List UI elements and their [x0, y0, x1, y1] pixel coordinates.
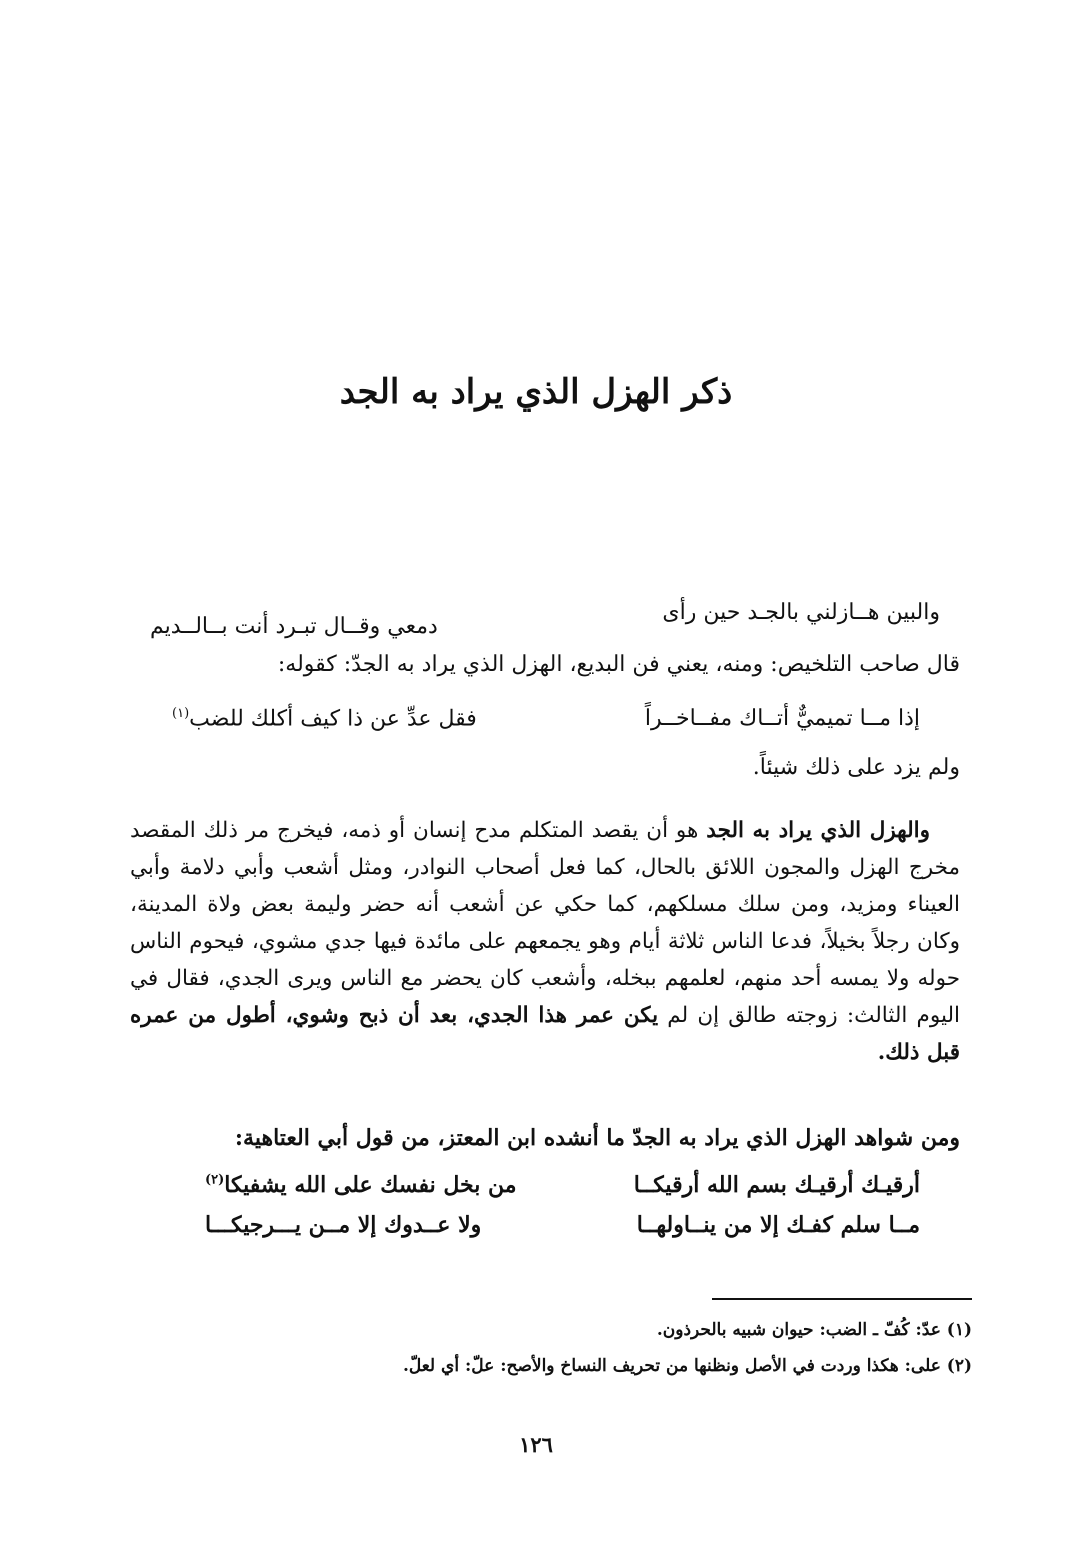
verse-2-first-hemistich: إذا مــا تميميٌّ أتــاك مفــاخــراً [644, 706, 920, 731]
after-verse-2: ولم يزد على ذلك شيئاً. [752, 755, 960, 780]
chapter-title: ذكر الهزل الذي يراد به الجد [339, 372, 733, 412]
shawahid-intro: ومن شواهد الهزل الذي يراد به الجدّ ما أنشده ابن المعتز، من قول أبي العتاهية: [234, 1125, 960, 1151]
verse-2-second-text: فقل عدِّ عن ذا كيف أكلك للضب [189, 706, 477, 732]
verse-1-second-hemistich: دمعي وقــال تبـرد أنت بــالــديم [150, 614, 438, 639]
verse-3-second-hemistich [205, 1172, 517, 1198]
paragraph-lead-bold: والهزل الذي يراد به الجد [706, 818, 930, 843]
verse-3-second-text: من بخل نفسك على الله يشفيكا [224, 1172, 517, 1198]
main-paragraph [130, 812, 960, 1071]
footnote-1: (١) عدّ: كُفّ ـ الضب: حيوان شبيه بالحرذون. [656, 1320, 972, 1340]
verse-1-first-hemistich: والبين هــازلني بالجـد حين رأى [662, 600, 940, 625]
verse-4-first-hemistich: مــا سلم كفـك إلا من ينــاولهــا [636, 1212, 920, 1238]
paragraph-body: هو أن يقصد المتكلم مدح إنسان أو ذمه، فيخرج مر ذلك المقصد مخرج الهزل والمجون اللائق بالحال، كما فعل أصحاب النوادر، ومثل أشعب وأبي دلامة وأبي العيناء ومزيد، ومن سلك مسلكهم، كما حكي عن أشعب أنه حضر وليمة بعض ولاة المدينة، وكان رجلاً بخيلاً، فدعا الناس ثلاثة أيام وهو يجمعهم على مائدة فيها جدي مشوي، فيحوم الناس حوله ولا يمسه أحد منهم، لعلمهم ببخله، وأشعب كان يحضر مع الناس ويرى الجدي، فقال في اليوم الثالث: زوجته طالق إن لم [130, 818, 960, 1028]
verse-2-second-hemistich [172, 706, 477, 731]
paragraph-last-line: يكن عمر هذا الجدي، بعد أن ذبح وشوي، أطول من عمره قبل ذلك. [130, 1003, 960, 1065]
page-number: ١٢٦ [519, 1432, 553, 1457]
footnote-divider [712, 1298, 972, 1300]
verse-3-first-hemistich: أرقيـك أرقيـك بسم الله أرقيكــا [633, 1172, 920, 1198]
paragraph-lead [706, 818, 960, 843]
footnote-ref-1: (١) [172, 706, 190, 721]
footnote-2: (٢) على: هكذا وردت في الأصل ونظنها من تحريف النساخ والأصح: علّ: أي لعلّ. [402, 1356, 972, 1376]
verse-4-second-hemistich: ولا عــدوك إلا مــن يـــرجيكـــا [205, 1212, 482, 1238]
footnote-ref-2: (٢) [205, 1172, 225, 1188]
quote-intro: قال صاحب التلخيص: ومنه، يعني فن البديع، الهزل الذي يراد به الجدّ: كقوله: [277, 652, 960, 677]
